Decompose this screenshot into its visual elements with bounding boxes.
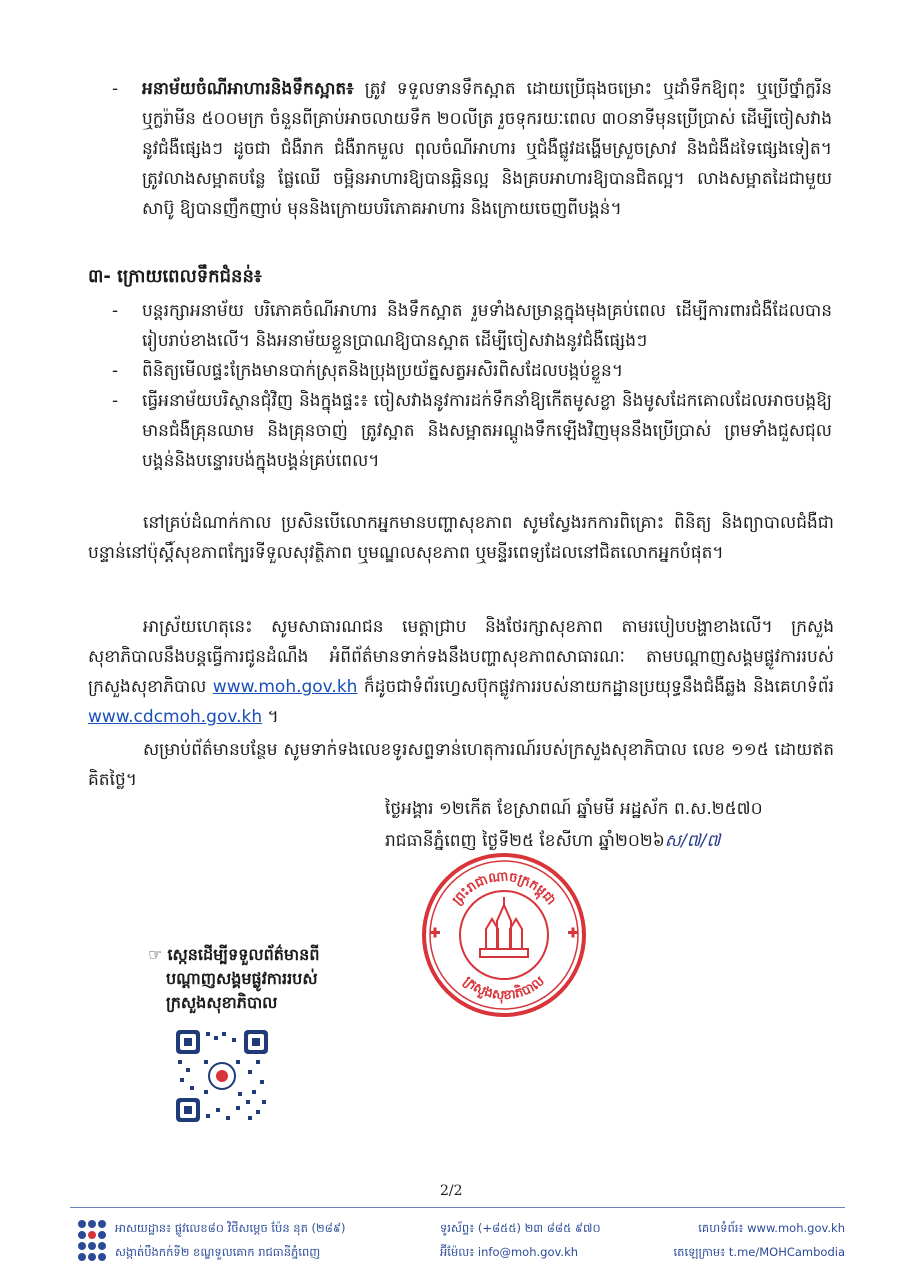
ministry-logo-icon <box>76 1218 108 1264</box>
bullet-label: អនាម័យចំណីអាហារនិងទឹកស្អាត៖ <box>142 79 354 99</box>
paragraph-hotline: សម្រាប់ព័ត៌មានបន្ថែម សូមទាក់ទងលេខទូរសព្ទទាន់ហេតុការណ៍របស់ក្រសួងសុខាភិបាល លេខ ១១៥ ដោយឥតគិតថ្លៃ។ <box>88 740 834 790</box>
bullet-dash: - <box>112 79 119 99</box>
public-text-2: ក៏ដូចជាទំព័រហ្វេសប៊ុកផ្លូវការរបស់នាយកដ្ឋានប្រយុទ្ធនឹងជំងឺឆ្លង និងគេហទំព័រ <box>357 677 834 697</box>
section3-heading: ៣- ក្រោយពេលទឹកជំនន់៖ <box>88 266 262 287</box>
footer-telegram[interactable]: តេឡេក្រាម៖ t.me/MOHCambodia <box>673 1245 845 1259</box>
section3-bullet-2 <box>112 356 832 386</box>
seal-graphic <box>420 845 588 1025</box>
footer-contact <box>440 1216 601 1264</box>
bullet-dash: - <box>112 391 119 411</box>
footer-website[interactable]: គេហទំព័រ៖ www.moh.gov.kh <box>698 1221 845 1235</box>
bullet-text <box>142 74 832 224</box>
bullet-body: ត្រូវ ទទួលទានទឹកស្អាត ដោយប្រើធុងចម្រោះ ឬដាំទឹកឱ្យពុះ ឬប្រើថ្នាំក្លរីន ឬក្លរ៉ាមីន ៥០០មក្រ ចំនួនពីគ្រាប់អាចលាយទឹក ២០លីត្រ រួចទុករយៈពេល ៣០នាទីមុនប្រើប្រាស់ ដើម្បីចៀសវាង នូវជំងឺផ្សេងៗ ដូចជា ជំងឺរាក ជំងឺរាកមួល ពុលចំណីអាហារ ឬជំងឺផ្លូវដង្ហើមស្រួចស្រាវ និងជំងឺដទៃផ្សេងទៀត។ ត្រូវលាងសម្អាតបន្លែ ផ្លែឈើ ចម្អិនអាហារឱ្យបានឆ្អិនល្អ និងគ្របអាហារឱ្យបានជិតល្អ។ លាងសម្អាតដៃជាមួយសាប៊ូ ឱ្យបានញឹកញាប់ មុននិងក្រោយបរិភោគអាហារ និងក្រោយចេញពីបង្គន់។ <box>142 79 832 219</box>
footer-divider <box>70 1207 845 1208</box>
paragraph-seek-care: នៅគ្រប់ដំណាក់កាល ប្រសិនបើលោកអ្នកមានបញ្ហាសុខភាព សូមស្វែងរកការពិគ្រោះ ពិនិត្យ និងព្យាបាលជំងឺជាបន្ទាន់នៅប៉ុស្តិ៍សុខភាពក្បែរទីទួលសុវត្ថិភាព ឬមណ្ឌលសុខភាព ឬមន្ទីរពេទ្យដែលនៅជិតលោកអ្នកបំផុត។ <box>88 513 834 563</box>
footer-phone: ទូរស័ព្ទ៖ (+៨៥៥) ២៣ ៨៨៥ ៩៧០ <box>440 1221 601 1235</box>
qr-note <box>148 943 319 1015</box>
bullet-text: ធ្វើអនាម័យបរិស្ថានជុំវិញ និងក្នុងផ្ទះ៖ ចៀសវាងនូវការដក់ទឹកនាំឱ្យកើតមូសខ្លា និងមូសដែកគោលដែលអាចបង្កឱ្យមានជំងឺគ្រុនឈាម និងគ្រុនចាញ់ ត្រូវស្អាត និងសម្អាតអណ្តូងទឹកឡើងវិញមុននឹងប្រើប្រាស់ ព្រមទាំងជួសជុលបង្គន់និងបន្ទោរបង់ក្នុងបង្គន់គ្រប់ពេល។ <box>142 391 832 471</box>
footer-web <box>674 1216 845 1264</box>
section2-bullet-food-water <box>112 74 832 254</box>
qr-note-line-3: ក្រសួងសុខាភិបាល <box>166 993 278 1012</box>
qr-note-line-2: បណ្តាញសង្គមផ្លូវការរបស់ <box>166 969 318 988</box>
section3-bullet-3 <box>112 386 832 476</box>
seal-top-text: ព្រះរាជាណាចក្រកម្ពុជា <box>449 869 559 909</box>
bullet-dash: - <box>112 301 119 321</box>
cdc-website-link[interactable]: www.cdcmoh.gov.kh <box>88 707 263 727</box>
bullet-dash: - <box>112 361 119 381</box>
footer-address <box>115 1216 346 1264</box>
page-number: 2/2 <box>440 1183 463 1199</box>
pointing-hand-icon: ☞ <box>148 945 168 964</box>
seal-cross-icons <box>430 928 578 938</box>
seal-bottom-text: ក្រសួងសុខាភិបាល <box>460 973 548 1004</box>
footer-email[interactable]: អ៊ីម៉ែល៖ info@moh.gov.kh <box>440 1245 579 1259</box>
qr-code-graphic <box>176 1030 268 1122</box>
ministry-seal <box>420 845 588 1025</box>
lunar-date: ថ្ងៃអង្គារ ១២កើត ខែស្រាពណ៍ ឆ្នាំមមី អដ្ឋស័ក ព.ស.២៥៧០ <box>385 799 763 819</box>
qr-note-line-1: ☞ ស្កេនដើម្បីទទួលព័ត៌មានពី <box>148 945 320 964</box>
footer-address-line-1: អាសយដ្ឋាន៖ ផ្លូវលេខ៨០ វិថីសម្តេច ប៉ែន នុត (២៨៩) <box>115 1221 346 1235</box>
qr-code[interactable] <box>176 1030 268 1122</box>
public-text-1: អាស្រ័យហេតុនេះ សូមសាធារណជន មេត្តាជ្រាប និងថែរក្សាសុខភាព តាមរបៀបបង្ហាខាងលើ។ ក្រសួងសុខាភិបាលនឹងបន្តធ្វើការជូនដំណឹង អំពីព័ត៌មានទាក់ទងនឹងបញ្ហាសុខភាពសាធារណៈ តាមបណ្តាញសង្គមផ្លូវការរបស់ក្រសួងសុខាភិបាល <box>88 617 834 697</box>
solar-date: រាជធានីភ្នំពេញ ថ្ងៃទី២៥ ខែសីហា ឆ្នាំ២០២៦ <box>385 831 665 851</box>
bullet-text: ពិនិត្យមើលផ្ទះក្រែងមានបាក់ស្រុតនិងប្រុងប្រយ័ត្នសត្វអសិរពិសដែលបង្កប់ខ្លួន។ <box>142 361 624 381</box>
section3-bullet-1 <box>112 296 832 356</box>
footer-address-line-2: សង្កាត់បឹងកក់ទី២ ខណ្ឌទួលគោក រាជធានីភ្នំពេញ <box>115 1245 321 1259</box>
moh-website-link[interactable]: www.moh.gov.kh <box>212 677 358 697</box>
bullet-text: បន្តរក្សាអនាម័យ បរិភោគចំណីអាហារ និងទឹកស្អាត រួមទាំងសម្រាន្តក្នុងមុងគ្រប់ពេល ដើម្បីការពារជំងឺដែលបានរៀបរាប់ខាងលើ។ និងអនាម័យខ្លួនប្រាណឱ្យបានស្អាត ដើម្បីចៀសវាងនូវជំងឺផ្សេងៗ <box>142 301 832 351</box>
public-text-3: ។ <box>262 707 279 727</box>
handwritten-initials: ស/៧/៧ <box>664 831 721 851</box>
angkor-temple-icon <box>480 897 528 957</box>
paragraph-public-notice <box>88 612 834 732</box>
